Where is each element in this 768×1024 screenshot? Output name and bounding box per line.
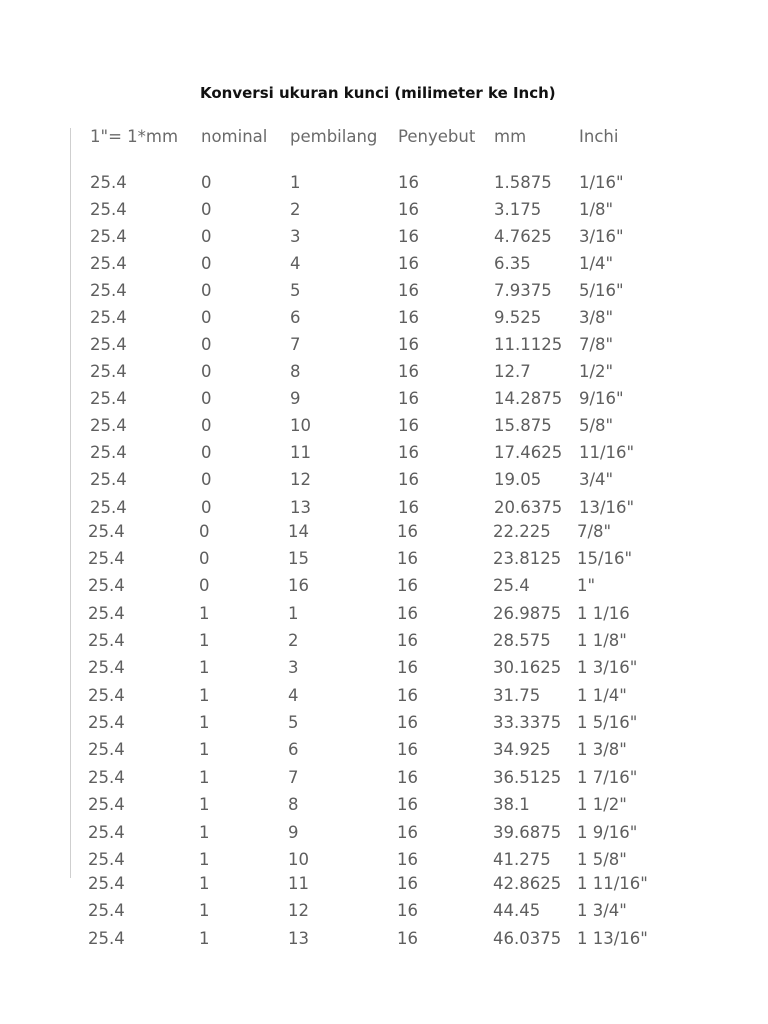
- cell-inchi: 1/8": [579, 200, 614, 219]
- table-row: [0, 573, 768, 599]
- cell-mm: 44.45: [493, 901, 541, 920]
- cell-ratio: 25.4: [88, 901, 125, 920]
- cell-penyebut: 16: [397, 686, 418, 705]
- cell-pembilang: 14: [288, 522, 309, 541]
- cell-nominal: 1: [199, 768, 210, 787]
- cell-ratio: 25.4: [88, 713, 125, 732]
- table-row: [0, 847, 768, 873]
- cell-nominal: 1: [199, 874, 210, 893]
- cell-inchi: 3/8": [579, 308, 614, 327]
- table-row: [0, 926, 768, 952]
- table-row: [0, 871, 768, 897]
- cell-pembilang: 9: [288, 823, 299, 842]
- cell-nominal: 0: [201, 308, 212, 327]
- cell-nominal: 0: [201, 389, 212, 408]
- cell-pembilang: 9: [290, 389, 301, 408]
- cell-inchi: 1 11/16": [577, 874, 648, 893]
- cell-ratio: 25.4: [88, 768, 125, 787]
- table-row: [0, 305, 768, 331]
- cell-ratio: 25.4: [90, 416, 127, 435]
- cell-pembilang: 11: [288, 874, 309, 893]
- cell-nominal: 0: [201, 200, 212, 219]
- cell-inchi: 9/16": [579, 389, 624, 408]
- cell-mm: 15.875: [494, 416, 552, 435]
- cell-pembilang: 8: [288, 795, 299, 814]
- table-row: [0, 467, 768, 493]
- cell-mm: 31.75: [493, 686, 541, 705]
- cell-inchi: 1 1/2": [577, 795, 627, 814]
- cell-nominal: 0: [201, 281, 212, 300]
- cell-mm: 14.2875: [494, 389, 563, 408]
- table-row: [0, 898, 768, 924]
- cell-nominal: 0: [201, 227, 212, 246]
- cell-ratio: 25.4: [88, 740, 125, 759]
- cell-nominal: 1: [199, 929, 210, 948]
- cell-nominal: 1: [199, 823, 210, 842]
- cell-mm: 7.9375: [494, 281, 552, 300]
- cell-penyebut: 16: [397, 795, 418, 814]
- cell-nominal: 0: [201, 498, 212, 517]
- table-row: [0, 519, 768, 545]
- cell-penyebut: 16: [398, 308, 419, 327]
- cell-nominal: 0: [201, 335, 212, 354]
- cell-pembilang: 2: [288, 631, 299, 650]
- cell-pembilang: 10: [288, 850, 309, 869]
- cell-penyebut: 16: [398, 173, 419, 192]
- cell-ratio: 25.4: [88, 604, 125, 623]
- cell-ratio: 25.4: [90, 362, 127, 381]
- cell-nominal: 0: [199, 549, 210, 568]
- cell-penyebut: 16: [398, 281, 419, 300]
- cell-nominal: 0: [201, 416, 212, 435]
- cell-pembilang: 12: [290, 470, 311, 489]
- cell-penyebut: 16: [398, 416, 419, 435]
- cell-penyebut: 16: [398, 362, 419, 381]
- cell-ratio: 25.4: [88, 631, 125, 650]
- table-row: [0, 278, 768, 304]
- cell-inchi: 1 5/8": [577, 850, 627, 869]
- cell-penyebut: 16: [398, 227, 419, 246]
- cell-nominal: 1: [199, 740, 210, 759]
- cell-inchi: 3/4": [579, 470, 614, 489]
- cell-mm: 6.35: [494, 254, 531, 273]
- cell-mm: 20.6375: [494, 498, 563, 517]
- cell-nominal: 1: [199, 631, 210, 650]
- cell-pembilang: 1: [290, 173, 301, 192]
- cell-ratio: 25.4: [88, 795, 125, 814]
- header-mm: mm: [494, 127, 527, 146]
- cell-inchi: 15/16": [577, 549, 633, 568]
- cell-inchi: 5/16": [579, 281, 624, 300]
- cell-nominal: 1: [199, 850, 210, 869]
- cell-pembilang: 3: [290, 227, 301, 246]
- table-row: [0, 628, 768, 654]
- cell-inchi: 1/2": [579, 362, 614, 381]
- cell-mm: 42.8625: [493, 874, 562, 893]
- cell-mm: 30.1625: [493, 658, 562, 677]
- cell-penyebut: 16: [398, 498, 419, 517]
- header-pembilang: pembilang: [290, 127, 378, 146]
- cell-mm: 39.6875: [493, 823, 562, 842]
- cell-pembilang: 13: [290, 498, 311, 517]
- cell-penyebut: 16: [397, 901, 418, 920]
- cell-ratio: 25.4: [90, 281, 127, 300]
- cell-ratio: 25.4: [90, 173, 127, 192]
- cell-ratio: 25.4: [90, 200, 127, 219]
- cell-pembilang: 12: [288, 901, 309, 920]
- cell-mm: 19.05: [494, 470, 542, 489]
- cell-penyebut: 16: [397, 929, 418, 948]
- table-row: [0, 737, 768, 763]
- table-row: [0, 710, 768, 736]
- cell-nominal: 1: [199, 901, 210, 920]
- cell-pembilang: 1: [288, 604, 299, 623]
- table-row: [0, 765, 768, 791]
- cell-nominal: 1: [199, 795, 210, 814]
- cell-ratio: 25.4: [88, 874, 125, 893]
- cell-ratio: 25.4: [90, 498, 127, 517]
- cell-ratio: 25.4: [88, 850, 125, 869]
- cell-inchi: 1 1/4": [577, 686, 627, 705]
- cell-penyebut: 16: [397, 713, 418, 732]
- cell-pembilang: 2: [290, 200, 301, 219]
- cell-nominal: 1: [199, 686, 210, 705]
- table-row: [0, 495, 768, 521]
- cell-inchi: 1/4": [579, 254, 614, 273]
- cell-inchi: 1 1/16: [577, 604, 630, 623]
- cell-pembilang: 6: [290, 308, 301, 327]
- cell-ratio: 25.4: [90, 308, 127, 327]
- cell-ratio: 25.4: [90, 470, 127, 489]
- table-row: [0, 251, 768, 277]
- cell-penyebut: 16: [397, 549, 418, 568]
- cell-inchi: 5/8": [579, 416, 614, 435]
- cell-inchi: 1 1/8": [577, 631, 627, 650]
- cell-penyebut: 16: [398, 254, 419, 273]
- cell-ratio: 25.4: [90, 254, 127, 273]
- cell-pembilang: 8: [290, 362, 301, 381]
- cell-penyebut: 16: [397, 823, 418, 842]
- cell-inchi: 1 3/8": [577, 740, 627, 759]
- cell-penyebut: 16: [397, 658, 418, 677]
- cell-pembilang: 4: [290, 254, 301, 273]
- cell-pembilang: 6: [288, 740, 299, 759]
- cell-mm: 12.7: [494, 362, 531, 381]
- cell-inchi: 1": [577, 576, 596, 595]
- cell-inchi: 1/16": [579, 173, 624, 192]
- cell-nominal: 1: [199, 713, 210, 732]
- cell-mm: 17.4625: [494, 443, 563, 462]
- cell-pembilang: 15: [288, 549, 309, 568]
- cell-ratio: 25.4: [88, 522, 125, 541]
- table-row: [0, 546, 768, 572]
- cell-mm: 1.5875: [494, 173, 552, 192]
- header-nominal: nominal: [201, 127, 268, 146]
- cell-pembilang: 4: [288, 686, 299, 705]
- header-ratio: 1"= 1*mm: [90, 127, 179, 146]
- cell-penyebut: 16: [398, 443, 419, 462]
- header-penyebut: Penyebut: [398, 127, 476, 146]
- cell-ratio: 25.4: [88, 929, 125, 948]
- cell-mm: 9.525: [494, 308, 542, 327]
- table-row: [0, 386, 768, 412]
- table-row: [0, 683, 768, 709]
- cell-inchi: 1 13/16": [577, 929, 648, 948]
- cell-nominal: 0: [201, 362, 212, 381]
- cell-nominal: 0: [201, 443, 212, 462]
- cell-nominal: 0: [199, 576, 210, 595]
- cell-penyebut: 16: [398, 389, 419, 408]
- table-row: [0, 601, 768, 627]
- table-row: [0, 359, 768, 385]
- cell-inchi: 13/16": [579, 498, 635, 517]
- cell-penyebut: 16: [398, 200, 419, 219]
- table-row: [0, 224, 768, 250]
- cell-mm: 41.275: [493, 850, 551, 869]
- cell-nominal: 0: [201, 254, 212, 273]
- cell-inchi: 3/16": [579, 227, 624, 246]
- cell-inchi: 1 7/16": [577, 768, 638, 787]
- cell-ratio: 25.4: [90, 443, 127, 462]
- cell-penyebut: 16: [397, 522, 418, 541]
- cell-penyebut: 16: [397, 874, 418, 893]
- cell-penyebut: 16: [397, 850, 418, 869]
- cell-mm: 25.4: [493, 576, 530, 595]
- table-row: [0, 197, 768, 223]
- cell-ratio: 25.4: [88, 576, 125, 595]
- cell-penyebut: 16: [397, 740, 418, 759]
- cell-nominal: 1: [199, 604, 210, 623]
- cell-ratio: 25.4: [88, 549, 125, 568]
- cell-mm: 26.9875: [493, 604, 562, 623]
- cell-pembilang: 5: [290, 281, 301, 300]
- table-row: [0, 655, 768, 681]
- cell-ratio: 25.4: [88, 823, 125, 842]
- cell-ratio: 25.4: [88, 658, 125, 677]
- cell-pembilang: 7: [290, 335, 301, 354]
- cell-penyebut: 16: [397, 768, 418, 787]
- cell-inchi: 1 3/4": [577, 901, 627, 920]
- cell-pembilang: 10: [290, 416, 311, 435]
- cell-mm: 3.175: [494, 200, 542, 219]
- cell-mm: 34.925: [493, 740, 551, 759]
- cell-ratio: 25.4: [90, 227, 127, 246]
- table-row: [0, 332, 768, 358]
- cell-ratio: 25.4: [90, 389, 127, 408]
- cell-pembilang: 3: [288, 658, 299, 677]
- table-row: [0, 413, 768, 439]
- cell-pembilang: 13: [288, 929, 309, 948]
- cell-penyebut: 16: [398, 470, 419, 489]
- header-inchi: Inchi: [579, 127, 619, 146]
- cell-inchi: 7/8": [579, 335, 614, 354]
- cell-ratio: 25.4: [90, 335, 127, 354]
- cell-pembilang: 11: [290, 443, 311, 462]
- cell-nominal: 0: [199, 522, 210, 541]
- cell-mm: 4.7625: [494, 227, 552, 246]
- cell-pembilang: 5: [288, 713, 299, 732]
- cell-penyebut: 16: [398, 335, 419, 354]
- table-row: [0, 440, 768, 466]
- table-row: [0, 170, 768, 196]
- table-row: [0, 792, 768, 818]
- cell-pembilang: 7: [288, 768, 299, 787]
- cell-mm: 23.8125: [493, 549, 562, 568]
- cell-mm: 22.225: [493, 522, 551, 541]
- cell-penyebut: 16: [397, 604, 418, 623]
- cell-inchi: 1 9/16": [577, 823, 638, 842]
- cell-inchi: 1 5/16": [577, 713, 638, 732]
- cell-mm: 46.0375: [493, 929, 562, 948]
- cell-penyebut: 16: [397, 631, 418, 650]
- cell-ratio: 25.4: [88, 686, 125, 705]
- cell-mm: 28.575: [493, 631, 551, 650]
- cell-inchi: 11/16": [579, 443, 635, 462]
- cell-pembilang: 16: [288, 576, 309, 595]
- cell-mm: 11.1125: [494, 335, 563, 354]
- table-row: [0, 820, 768, 846]
- table-header-row: [0, 124, 768, 150]
- cell-mm: 36.5125: [493, 768, 562, 787]
- cell-inchi: 1 3/16": [577, 658, 638, 677]
- cell-nominal: 1: [199, 658, 210, 677]
- cell-mm: 33.3375: [493, 713, 562, 732]
- cell-penyebut: 16: [397, 576, 418, 595]
- cell-nominal: 0: [201, 173, 212, 192]
- cell-mm: 38.1: [493, 795, 530, 814]
- document-title: Konversi ukuran kunci (milimeter ke Inch): [200, 84, 556, 102]
- cell-nominal: 0: [201, 470, 212, 489]
- cell-inchi: 7/8": [577, 522, 612, 541]
